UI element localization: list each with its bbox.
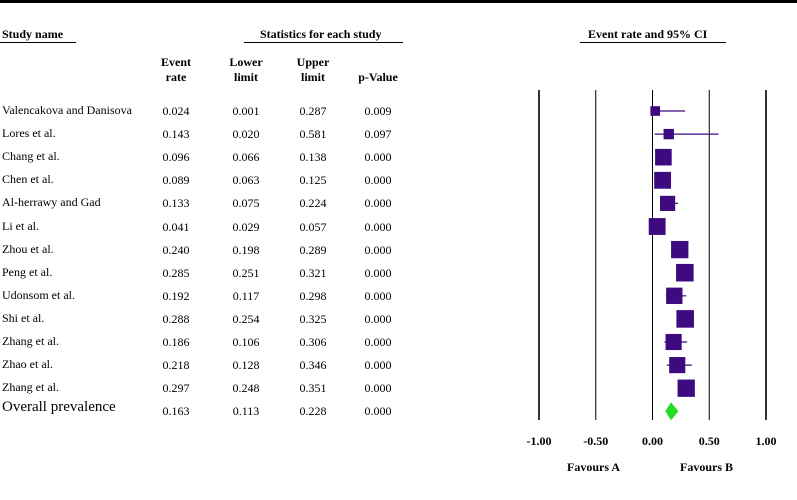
event-rate-value: 0.096 (162, 150, 190, 165)
event-rate-value: 0.240 (162, 242, 190, 257)
lower-limit-value: 0.063 (232, 173, 260, 188)
lower-limit-value: 0.020 (232, 127, 260, 142)
point-estimate (666, 334, 682, 350)
tick-label: -0.50 (583, 434, 609, 448)
upper-limit-header-line2: limit (301, 70, 325, 84)
lower-limit-value: 0.029 (232, 219, 260, 234)
point-estimate (655, 149, 672, 166)
upper-limit-value: 0.287 (299, 104, 327, 118)
study-name-header: Study name (2, 27, 64, 41)
study-name: Zhou et al. (2, 241, 54, 256)
p-value: 0.000 (364, 150, 392, 165)
tick-label: 0.00 (642, 434, 663, 448)
lower-limit-value: 0.001 (232, 104, 260, 118)
overall-event-rate-value: 0.163 (162, 404, 190, 419)
lower-limit-header-line1: Lower (229, 55, 263, 69)
point-estimate (676, 310, 694, 328)
event-rate-value: 0.186 (162, 335, 190, 349)
p-value: 0.000 (364, 358, 392, 373)
point-estimate (676, 264, 694, 282)
study-name: Zhang et al. (2, 334, 59, 348)
event-rate-value: 0.218 (162, 358, 190, 373)
point-estimate (650, 106, 660, 116)
event-rate-value: 0.285 (162, 265, 190, 280)
lower-limit-value: 0.106 (232, 335, 260, 349)
event-rate-value: 0.288 (162, 311, 190, 326)
study-name: Peng et al. (2, 264, 53, 279)
lower-limit-value: 0.117 (232, 288, 260, 303)
study-name: Zhao et al. (2, 357, 53, 372)
upper-limit-value: 0.057 (299, 219, 327, 234)
study-name: Zhang et al. (2, 380, 59, 395)
upper-limit-header-line1: Upper (296, 55, 330, 69)
event-rate-value: 0.024 (162, 104, 190, 118)
upper-limit-value: 0.321 (299, 265, 327, 280)
event-rate-value: 0.089 (162, 173, 190, 188)
upper-limit-value: 0.289 (299, 242, 327, 257)
p-value: 0.000 (364, 288, 392, 303)
lower-limit-value: 0.251 (232, 265, 260, 280)
tick-label: -1.00 (526, 434, 552, 448)
p-value: 0.000 (364, 242, 392, 257)
event-rate-value: 0.192 (162, 288, 190, 303)
lower-limit-value: 0.198 (232, 242, 260, 257)
event-rate-header-line2: rate (165, 70, 187, 84)
statistics-header: Statistics for each study (260, 27, 382, 41)
overall-name: Overall prevalence (2, 399, 116, 416)
overall-p-value: 0.000 (364, 404, 392, 419)
ci-header: Event rate and 95% CI (588, 27, 708, 41)
p-value: 0.000 (364, 196, 392, 211)
tick-label: 0.50 (698, 434, 720, 448)
study-name: Chen et al. (2, 172, 54, 187)
point-estimate (660, 196, 675, 211)
study-name: Al-herrawy and Gad (2, 195, 101, 210)
upper-limit-value: 0.224 (299, 196, 327, 211)
lower-limit-value: 0.066 (232, 150, 260, 165)
lower-limit-value: 0.248 (232, 381, 260, 396)
upper-limit-value: 0.298 (299, 288, 327, 303)
favours-a-label: Favours A (567, 460, 621, 474)
upper-limit-value: 0.138 (299, 150, 327, 165)
event-rate-value: 0.143 (162, 127, 190, 142)
point-estimate (678, 380, 695, 397)
lower-limit-header-line2: limit (234, 70, 258, 84)
upper-limit-value: 0.346 (299, 358, 327, 373)
overall-upper-limit-value: 0.228 (299, 404, 327, 419)
upper-limit-value: 0.125 (299, 173, 327, 188)
upper-limit-value: 0.306 (299, 335, 327, 349)
study-name: Valencakova and Danisova (2, 103, 132, 117)
event-rate-value: 0.133 (162, 196, 190, 211)
study-name: Shi et al. (2, 310, 45, 325)
upper-limit-value: 0.325 (299, 311, 327, 326)
tick-label: 1.00 (755, 434, 777, 448)
p-value: 0.000 (364, 311, 392, 326)
p-value: 0.000 (364, 381, 392, 396)
study-name: Lores et al. (2, 126, 56, 141)
favours-b-label: Favours B (680, 460, 734, 474)
summary-diamond (665, 402, 678, 420)
p-value: 0.000 (364, 335, 392, 349)
event-rate-header-line1: Event (161, 55, 191, 69)
p-value: 0.000 (364, 219, 392, 234)
p-value: 0.009 (364, 104, 392, 118)
p-value-header: p-Value (358, 70, 398, 84)
p-value: 0.097 (364, 127, 392, 142)
study-name: Chang et al. (2, 149, 60, 164)
point-estimate (664, 129, 674, 139)
point-estimate (649, 218, 666, 235)
p-value: 0.000 (364, 265, 392, 280)
point-estimate (669, 357, 685, 373)
point-estimate (671, 241, 688, 258)
p-value: 0.000 (364, 173, 392, 188)
overall-lower-limit-value: 0.113 (232, 404, 260, 419)
lower-limit-value: 0.128 (232, 358, 260, 373)
study-name: Li et al. (2, 218, 39, 233)
event-rate-value: 0.041 (162, 219, 190, 234)
upper-limit-value: 0.581 (299, 127, 327, 142)
point-estimate (654, 172, 671, 189)
upper-limit-value: 0.351 (299, 381, 327, 396)
study-name: Udonsom et al. (2, 287, 75, 302)
lower-limit-value: 0.075 (232, 196, 260, 211)
lower-limit-value: 0.254 (232, 311, 260, 326)
point-estimate (666, 288, 682, 304)
event-rate-value: 0.297 (162, 381, 190, 396)
